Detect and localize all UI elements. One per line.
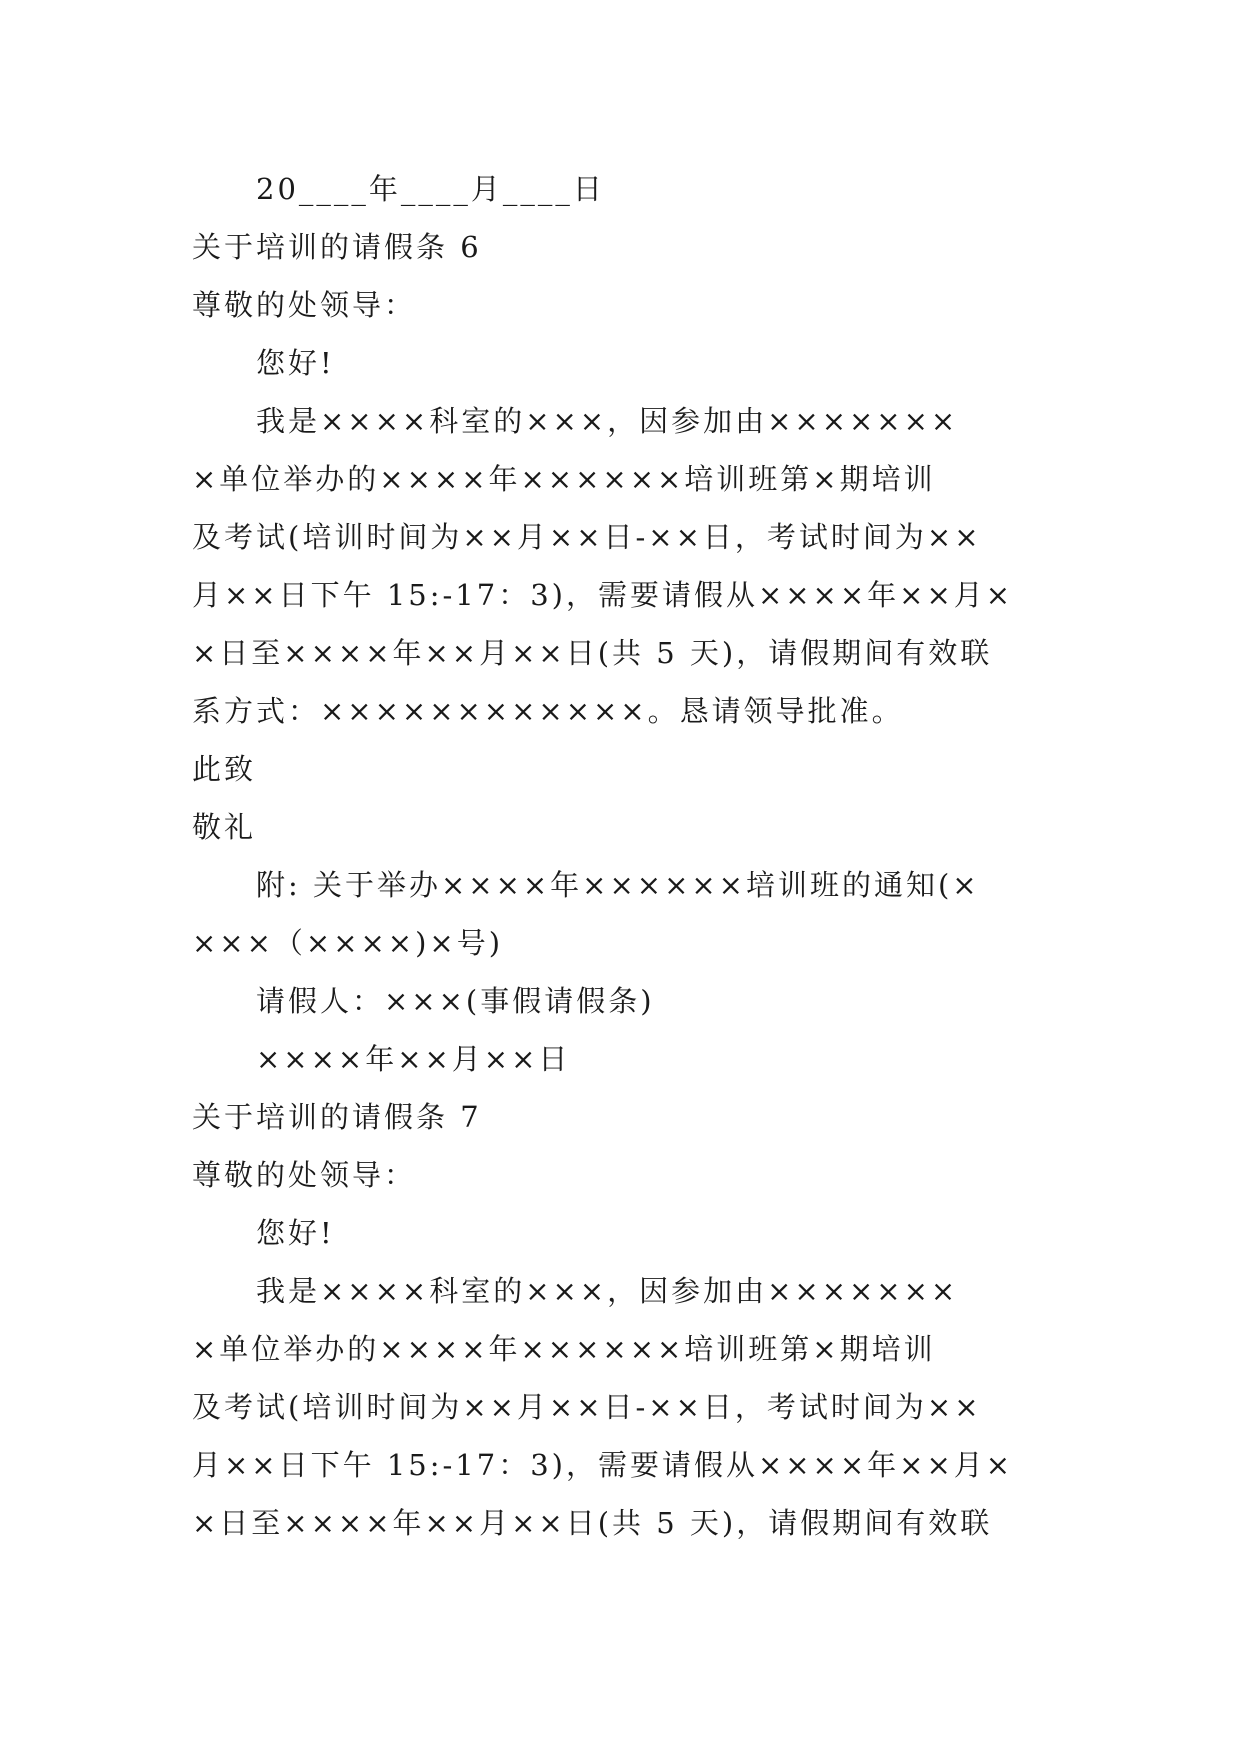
body-line: ×单位举办的××××年××××××培训班第×期培训 (192, 1332, 936, 1366)
body-line: 月××日下午 15:-17：3)，需要请假从××××年××月× (192, 578, 1014, 612)
salutation: 尊敬的处领导： (192, 1158, 417, 1192)
body-line: 我是××××科室的×××，因参加由××××××× (256, 404, 959, 438)
body-line: 及考试(培训时间为××月××日-××日，考试时间为×× (192, 520, 982, 554)
body-line: 系方式：××××××××××××。恳请领导批准。 (192, 694, 904, 728)
leave-note-6 (192, 218, 1060, 1088)
section-title: 关于培训的请假条 6 (192, 230, 482, 264)
body-line: ×单位举办的××××年××××××培训班第×期培训 (192, 462, 936, 496)
attachment-line: ×××（××××)×号) (192, 926, 504, 960)
leave-note-7 (192, 1088, 1060, 1552)
date-line: 20____年____月____日 (256, 172, 605, 206)
body-line: 我是××××科室的×××，因参加由××××××× (256, 1274, 959, 1308)
sign-date-line: ××××年××月××日 (256, 1042, 571, 1076)
section-title: 关于培训的请假条 7 (192, 1100, 482, 1134)
body-line: ×日至××××年××月××日(共 5 天)，请假期间有效联 (192, 636, 993, 670)
salutation: 尊敬的处领导： (192, 288, 417, 322)
document-body (192, 160, 1060, 1552)
closing-line: 此致 (192, 752, 257, 786)
greeting: 您好! (256, 346, 335, 380)
body-line: 及考试(培训时间为××月××日-××日，考试时间为×× (192, 1390, 982, 1424)
body-line: ×日至××××年××月××日(共 5 天)，请假期间有效联 (192, 1506, 993, 1540)
greeting: 您好! (256, 1216, 335, 1250)
body-line: 月××日下午 15:-17：3)，需要请假从××××年××月× (192, 1448, 1014, 1482)
closing-line: 敬礼 (192, 810, 257, 844)
applicant-line: 请假人：×××(事假请假条) (256, 984, 655, 1018)
attachment-line: 附: 关于举办××××年××××××培训班的通知(× (256, 868, 980, 902)
